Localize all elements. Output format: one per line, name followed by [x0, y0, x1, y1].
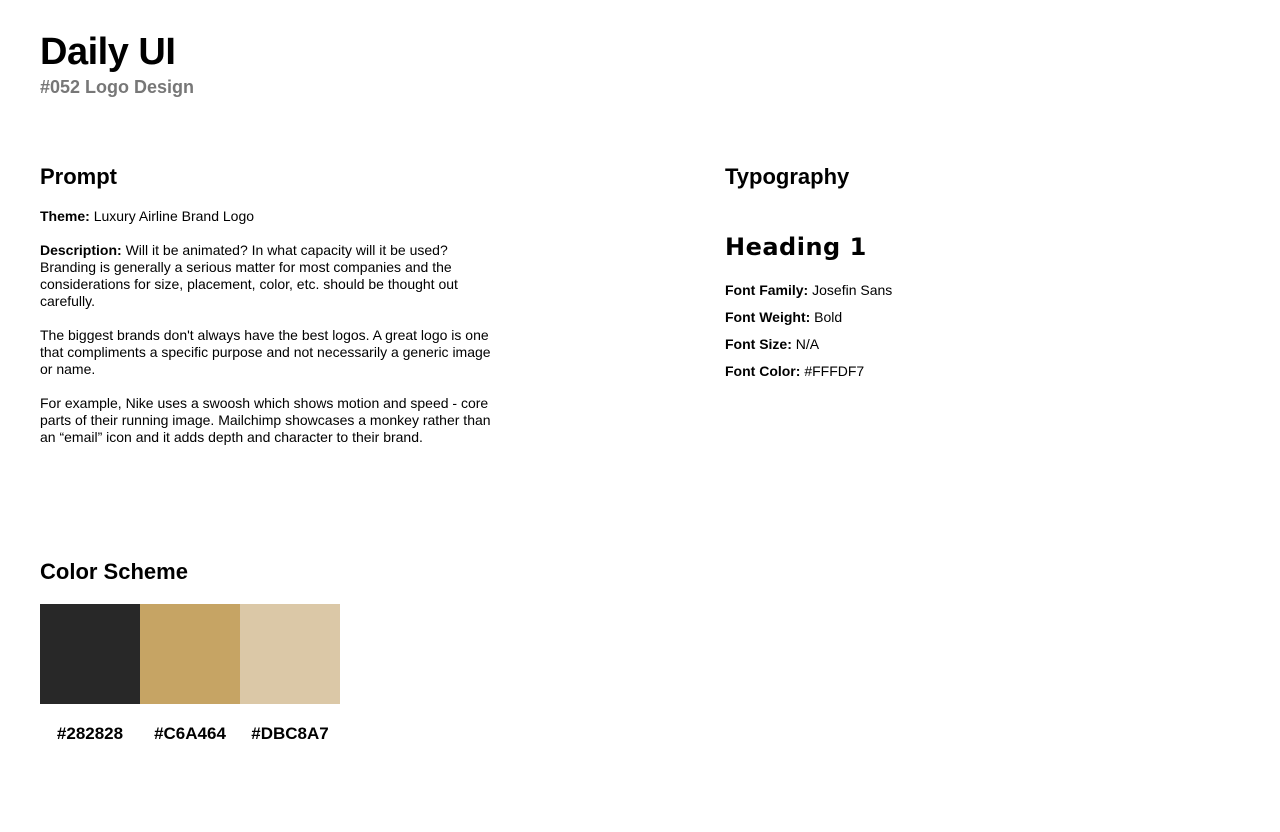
page-title: Daily UI	[40, 31, 176, 73]
typography-heading: Typography	[725, 164, 850, 189]
prompt-description	[40, 242, 500, 310]
prompt-paragraph-2: The biggest brands don't always have the best logos. A great logo is one that compliments a specific purpose and not necessarily a generic image or name.	[40, 327, 491, 377]
font-size-row	[725, 331, 1205, 358]
font-color-value: #FFFDF7	[804, 363, 865, 379]
swatch-item	[140, 604, 240, 744]
color-scheme-heading: Color Scheme	[40, 559, 188, 584]
theme-label: Theme:	[40, 208, 90, 224]
color-swatch-dark	[40, 604, 140, 704]
font-family-row	[725, 277, 1205, 304]
color-scheme-section	[40, 558, 340, 744]
swatch-label: #282828	[56, 724, 124, 743]
font-weight-row	[725, 304, 1205, 331]
font-weight-value: Bold	[814, 309, 843, 325]
description-value: Will it be animated? In what capacity will it be used? Branding is generally a serious matter for most companies and the considerations for size, placement, color, etc. should be thought out carefully.	[40, 242, 458, 309]
page-subtitle: #052 Logo Design	[40, 77, 195, 97]
theme-value: Luxury Airline Brand Logo	[93, 208, 255, 224]
color-swatch-gold	[140, 604, 240, 704]
swatch-label: #DBC8A7	[251, 724, 329, 743]
description-label: Description:	[40, 242, 122, 258]
page-header	[40, 30, 194, 100]
swatch-item	[40, 604, 140, 744]
font-size-label: Font Size:	[725, 336, 792, 352]
heading-sample: Heading 1	[725, 233, 867, 261]
font-family-label: Font Family:	[725, 282, 809, 298]
color-swatch-beige	[240, 604, 340, 704]
prompt-heading: Prompt	[40, 164, 117, 189]
font-weight-label: Font Weight:	[725, 309, 811, 325]
swatch-item	[240, 604, 340, 744]
typography-section	[725, 163, 1205, 385]
swatch-label: #C6A464	[154, 724, 226, 743]
color-swatches	[40, 604, 340, 744]
font-size-value: N/A	[795, 336, 820, 352]
prompt-paragraph-3: For example, Nike uses a swoosh which shows motion and speed - core parts of their running image. Mailchimp showcases a monkey rather than an “email” icon and it adds depth and character to their brand.	[40, 395, 491, 445]
font-color-row	[725, 358, 1205, 385]
font-color-label: Font Color:	[725, 363, 801, 379]
prompt-section	[40, 163, 500, 446]
font-properties	[725, 277, 1205, 385]
prompt-theme	[40, 208, 500, 225]
font-family-value: Josefin Sans	[812, 282, 893, 298]
